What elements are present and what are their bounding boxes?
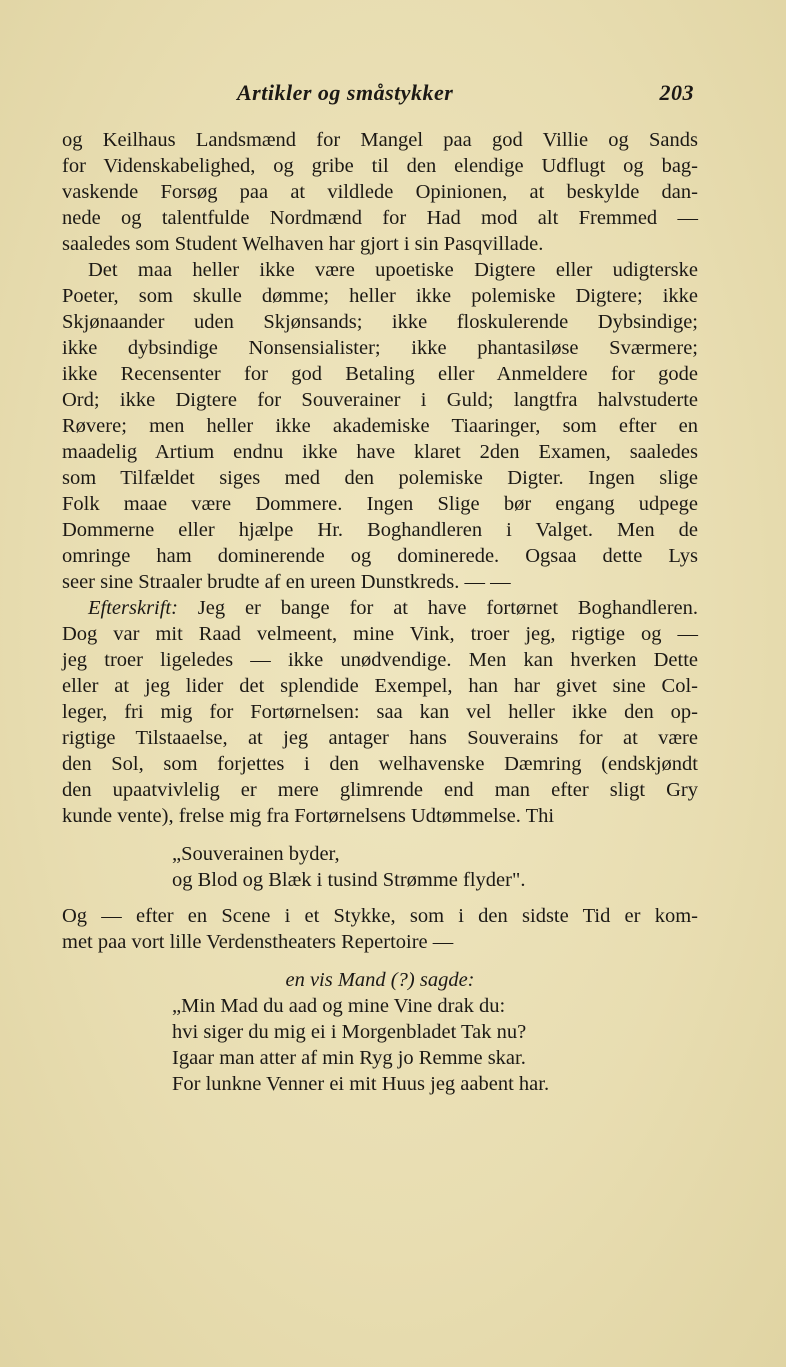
paragraph-3: [62, 595, 698, 829]
text-line: jeg troer ligeledes — ikke unødvendige. Men kan hverken Dette: [62, 649, 698, 671]
text-line: og Keilhaus Landsmænd for Mangel paa god Villie og Sands: [62, 129, 698, 151]
quote-heading: en vis Mand (?) sagde:: [285, 969, 475, 991]
text-line: ikke Recensenter for god Betaling eller Anmeldere for gode: [62, 363, 698, 385]
verse-line: „Min Mad du aad og mine Vine drak du:: [172, 995, 506, 1017]
quote-1: [62, 841, 698, 893]
paragraph-4: [62, 903, 698, 955]
text-line: Ord; ikke Digtere for Souverainer i Guld; langtfra halvstuderte: [62, 389, 698, 411]
text-line: Dommerne eller hjælpe Hr. Boghandleren i Valget. Men de: [62, 519, 698, 541]
text-line: seer sine Straaler brudte af en ureen Dunstkreds. — —: [62, 571, 511, 593]
postscript-text: Jeg er bange for at have fortørnet Boghandleren.: [177, 597, 698, 619]
text-line: kunde vente), frelse mig fra Fortørnelsens Udtømmelse. Thi: [62, 805, 555, 827]
verse-line: hvi siger du mig ei i Morgenbladet Tak nu?: [172, 1021, 527, 1043]
text-line: Dog var mit Raad velmeent, mine Vink, troer jeg, rigtige og —: [62, 623, 698, 645]
verse-line: Igaar man atter af min Ryg jo Remme skar.: [172, 1047, 526, 1069]
text-line: rigtige Tilstaaelse, at jeg antager hans Souverains for at være: [62, 727, 698, 749]
text-line: Og — efter en Scene i et Stykke, som i den sidste Tid er kom-: [62, 905, 698, 927]
verse-line: „Souverainen byder,: [172, 843, 340, 865]
text-line: eller at jeg lider det splendide Exempel, han har givet sine Col-: [62, 675, 698, 697]
postscript-label: Efterskrift:: [88, 597, 178, 619]
paragraph-1: [62, 127, 698, 257]
text-line: leger, fri mig for Fortørnelsen: saa kan vel heller ikke den op-: [62, 701, 698, 723]
text-line: maadelig Artium endnu ikke have klaret 2den Examen, saaledes: [62, 441, 698, 463]
text-line: vaskende Forsøg paa at vildlede Opinionen, at beskylde dan-: [62, 181, 698, 203]
text-line: Folk maae være Dommere. Ingen Slige bør engang udpege: [62, 493, 698, 515]
text-line: for Videnskabelighed, og gribe til den elendige Udflugt og bag-: [62, 155, 698, 177]
running-title: Artikler og småstykker: [237, 80, 454, 105]
text-line: omringe ham dominerende og dominerede. Ogsaa dette Lys: [62, 545, 698, 567]
text-line: som Tilfældet siges med den polemiske Digter. Ingen slige: [62, 467, 698, 489]
running-header: [62, 80, 696, 112]
text-line: met paa vort lille Verdenstheaters Repertoire —: [62, 931, 454, 953]
text-line: saaledes som Student Welhaven har gjort i sin Pasqvillade.: [62, 233, 544, 255]
verse-line: For lunkne Venner ei mit Huus jeg aabent har.: [172, 1073, 550, 1095]
page-number: 203: [659, 80, 694, 105]
quote-2: [62, 993, 698, 1097]
text-line: Poeter, som skulle dømme; heller ikke polemiske Digtere; ikke: [62, 285, 698, 307]
text-line: Røvere; men heller ikke akademiske Tiaaringer, som efter en: [62, 415, 698, 437]
text-line: den Sol, som forjettes i den welhavenske Dæmring (endskjøndt: [62, 753, 698, 775]
paragraph-2: [62, 257, 698, 595]
text-line: [62, 595, 698, 621]
main-text: [62, 127, 698, 1097]
text-line: Skjønaander uden Skjønsands; ikke floskulerende Dybsindige;: [62, 311, 698, 333]
text-line: Det maa heller ikke være upoetiske Digtere eller udigterske: [88, 259, 698, 281]
text-line: ikke dybsindige Nonsensialister; ikke phantasiløse Sværmere;: [62, 337, 698, 359]
verse-line: og Blod og Blæk i tusind Strømme flyder".: [172, 869, 526, 891]
text-line: nede og talentfulde Nordmænd for Had mod alt Fremmed —: [62, 207, 698, 229]
text-line: den upaatvivlelig er mere glimrende end man efter sligt Gry: [62, 779, 698, 801]
